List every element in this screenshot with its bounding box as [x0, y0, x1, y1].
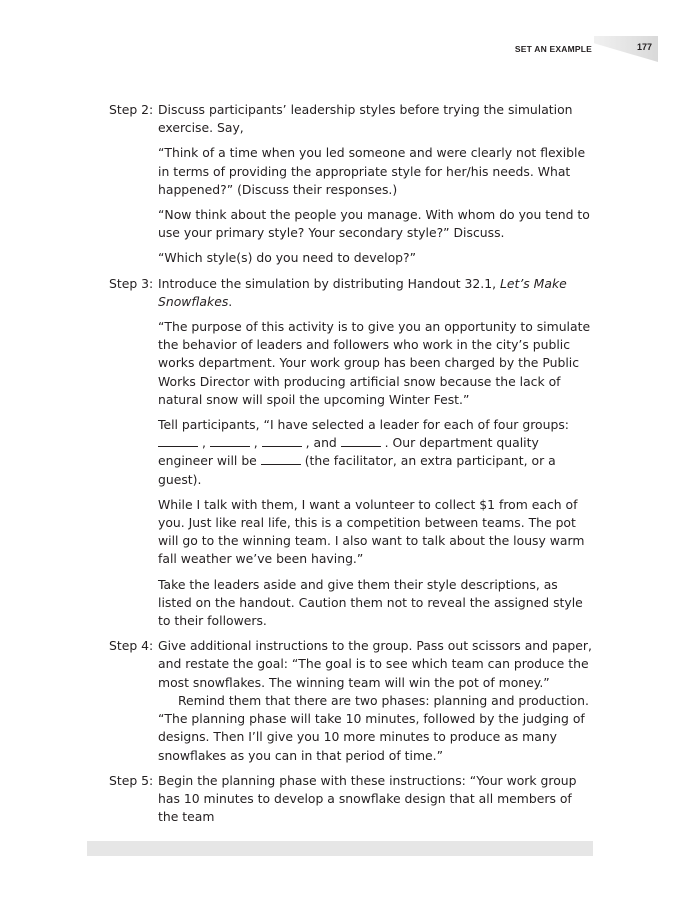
text-run: Tell participants, “I have selected a leader for each of four groups: [158, 417, 569, 433]
page-body [109, 101, 594, 833]
text-run: (the facilitator, an extra participant, or a guest). [158, 453, 556, 487]
fill-in-blank [158, 434, 198, 447]
running-header [400, 36, 658, 62]
paragraph: “Now think about the people you manage. With whom do you tend to use your primary style? Your secondary style?” Discuss. [158, 207, 590, 241]
text-run: Introduce the simulation by distributing Handout 32.1, [158, 275, 500, 291]
text-run: . [228, 293, 233, 309]
text-run: , [198, 435, 210, 451]
paragraph: Give additional instructions to the group. Pass out scissors and paper, and restate the goal: “The goal is to see which team can produce the most snowflakes. The winning team will win the pot of money.” [158, 638, 592, 690]
footer-bar [87, 841, 593, 856]
paragraph: “The purpose of this activity is to give you an opportunity to simulate the behavior of leaders and followers who work in the city’s public works department. Your work group has been charged by the Public Works Director with producing artificial snow because the lack of natural snow will spoil the upcoming Winter Fest.” [158, 319, 591, 407]
step-body [158, 101, 594, 268]
paragraph: Discuss participants’ leadership styles before trying the simulation exercise. Say, [158, 102, 573, 136]
section-title: SET AN EXAMPLE [514, 44, 592, 54]
step-label: Step 4: [109, 638, 154, 654]
text-run: , [249, 435, 262, 451]
step-body [158, 275, 594, 631]
fill-in-blank [210, 434, 250, 447]
step-body [158, 772, 594, 827]
paragraph: While I talk with them, I want a volunteer to collect $1 from each of you. Just like real life, this is a competition between teams. The pot will go to the winning team. I also want to talk about the lousy warm fall weather we’ve been having.” [158, 496, 585, 567]
paragraph [158, 275, 594, 311]
step-2 [109, 101, 594, 268]
fill-in-blank [261, 452, 301, 465]
text-run: . Our department quality engineer will be [158, 435, 539, 469]
paragraph: Begin the planning phase with these instructions: “Your work group has 10 minutes to develop a snowflake design that all members of the team [158, 772, 577, 825]
step-4 [109, 637, 594, 764]
step-5 [109, 772, 594, 827]
step-label: Step 2: [109, 102, 154, 117]
paragraph: Take the leaders aside and give them their style descriptions, as listed on the handout. Caution them not to reveal the assigned style to their followers. [158, 576, 583, 629]
page-number: 177 [636, 42, 652, 52]
paragraph [158, 416, 594, 489]
step-label: Step 5: [109, 772, 154, 788]
paragraph: “Which style(s) do you need to develop?” [158, 250, 417, 266]
step-body [158, 637, 594, 764]
handout-title: Let’s Make Snowflakes [158, 275, 567, 309]
fill-in-blank [262, 434, 302, 447]
paragraph: “Think of a time when you led someone and were clearly not flexible in terms of providing the appropriate style for her/his needs. What happened?” (Discuss their responses.) [158, 145, 586, 197]
fill-in-blank [341, 434, 381, 447]
step-label: Step 3: [109, 275, 154, 291]
paragraph: Remind them that there are two phases: planning and production. “The planning phase will take 10 minutes, followed by the judging of designs. Then I’ll give you 10 more minutes to produce as many snowflakes as you can in that period of time.” [158, 692, 589, 763]
step-3 [109, 275, 594, 631]
text-run: , and [301, 435, 341, 451]
